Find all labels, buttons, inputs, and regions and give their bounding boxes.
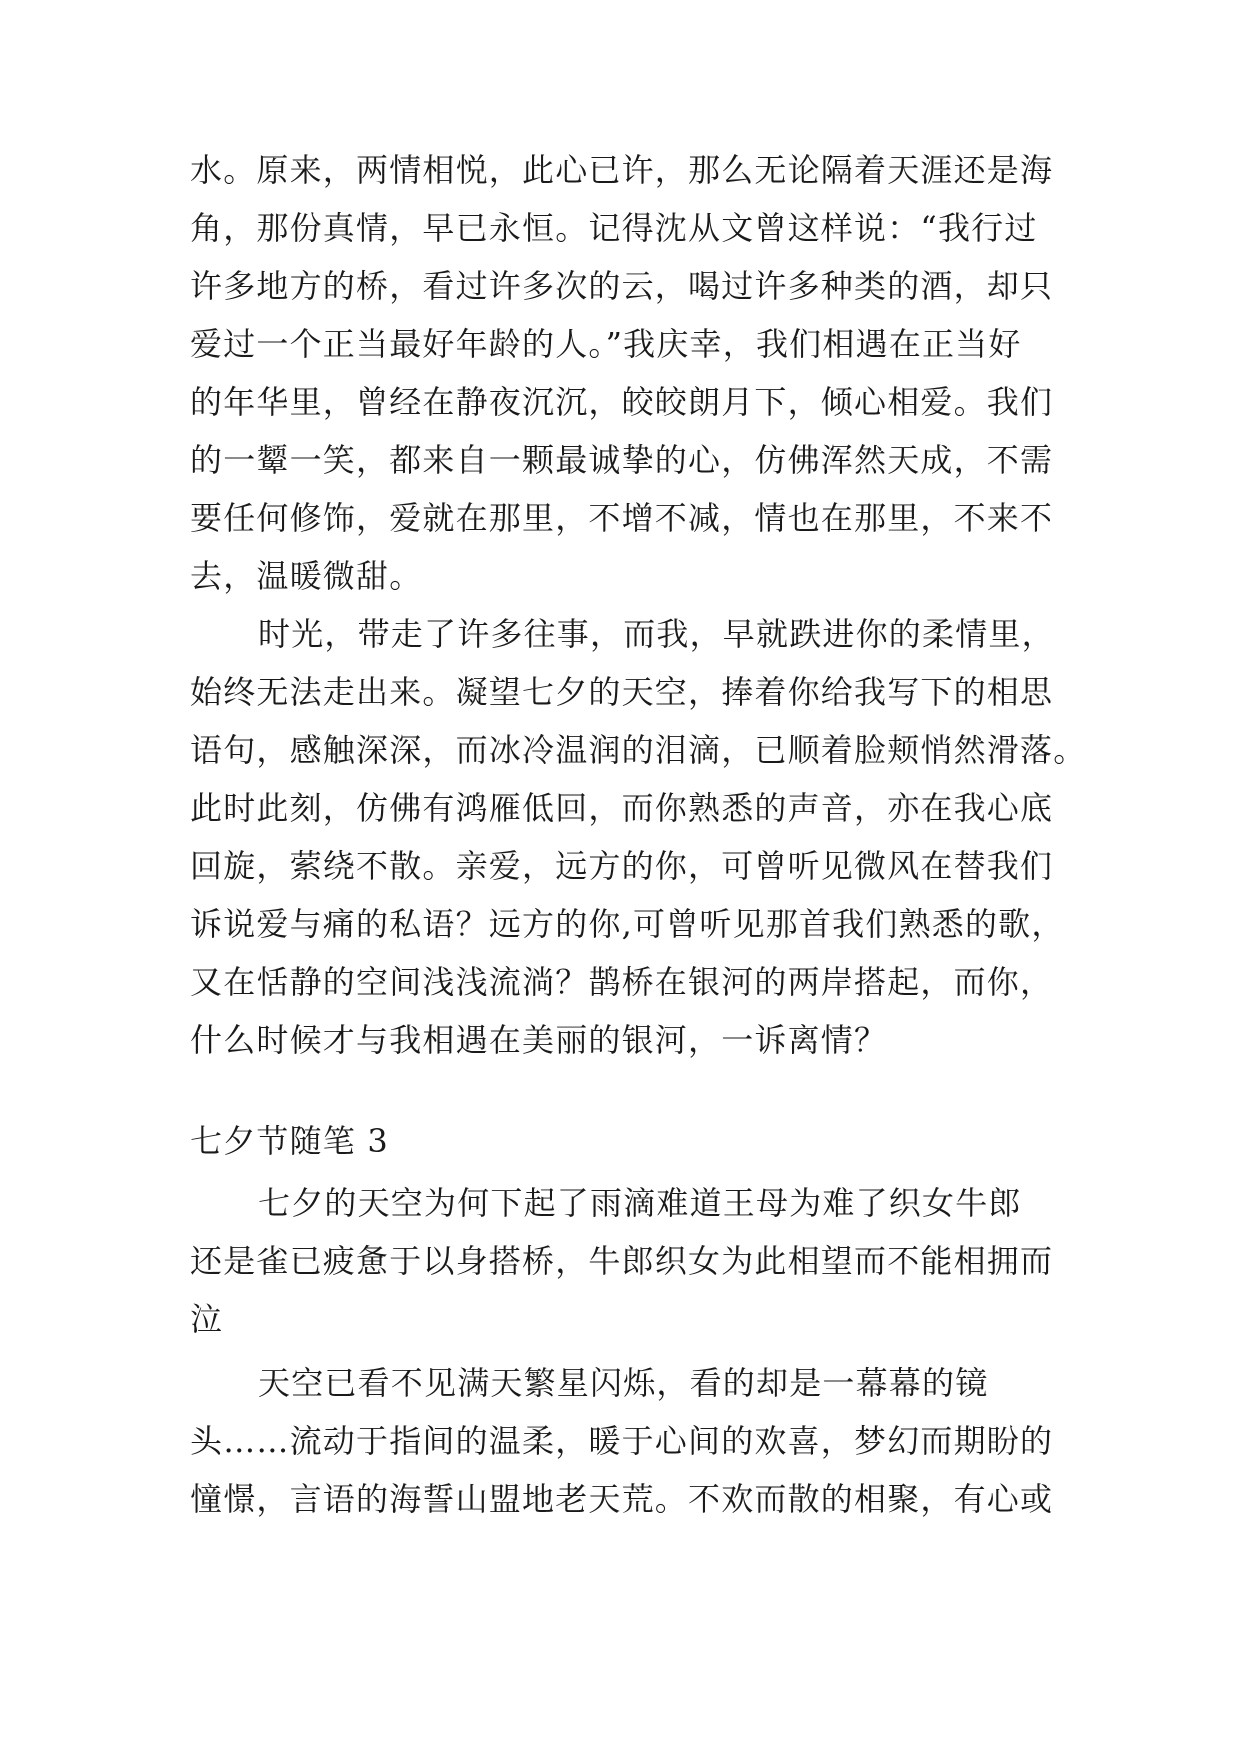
paragraph-first-line: 七夕的天空为何下起了雨滴难道王母为难了织女牛郎 xyxy=(258,1184,1022,1222)
text-line: 许多地方的桥，看过许多次的云，喝过许多种类的酒，却只 xyxy=(190,267,1054,305)
text-line: 泣 xyxy=(190,1300,224,1338)
text-line: 角，那份真情，早已永恒。记得沈从文曾这样说：“我行过 xyxy=(190,209,1038,247)
paragraph-first-line: 天空已看不见满天繁星闪烁，看的却是一幕幕的镜 xyxy=(258,1364,989,1402)
text-line: 诉说爱与痛的私语？远方的你,可曾听见那首我们熟悉的歌， xyxy=(190,905,1065,943)
text-line: 的一颦一笑，都来自一颗最诚挚的心，仿佛浑然天成，不需 xyxy=(190,441,1054,479)
text-line: 憧憬，言语的海誓山盟地老天荒。不欢而散的相聚，有心或 xyxy=(190,1480,1054,1518)
text-line: 回旋，萦绕不散。亲爱，远方的你，可曾听见微风在替我们 xyxy=(190,847,1054,885)
text-line: 又在恬静的空间浅浅流淌？鹊桥在银河的两岸搭起，而你， xyxy=(190,963,1054,1001)
text-line: 水。原来，两情相悦，此心已许，那么无论隔着天涯还是海 xyxy=(190,151,1054,189)
text-line: 什么时候才与我相遇在美丽的银河，一诉离情？ xyxy=(190,1021,888,1059)
text-line: 爱过一个正当最好年龄的人。”我庆幸，我们相遇在正当好 xyxy=(190,325,1022,363)
text-line: 语句，感触深深，而冰冷温润的泪滴，已顺着脸颊悄然滑落。 xyxy=(190,731,1087,769)
text-line: 的年华里，曾经在静夜沉沉，皎皎朗月下，倾心相爱。我们 xyxy=(190,383,1054,421)
text-line: 头……流动于指间的温柔，暖于心间的欢喜，梦幻而期盼的 xyxy=(190,1422,1054,1460)
text-line: 还是雀已疲惫于以身搭桥，牛郎织女为此相望而不能相拥而 xyxy=(190,1242,1054,1280)
section-heading: 七夕节随笔 3 xyxy=(190,1122,389,1160)
text-line: 始终无法走出来。凝望七夕的天空，捧着你给我写下的相思 xyxy=(190,673,1054,711)
text-line: 要任何修饰，爱就在那里，不增不减，情也在那里，不来不 xyxy=(190,499,1054,537)
text-line: 此时此刻，仿佛有鸿雁低回，而你熟悉的声音，亦在我心底 xyxy=(190,789,1054,827)
paragraph-first-line: 时光，带走了许多往事，而我，早就跌进你的柔情里， xyxy=(258,615,1055,653)
text-line: 去，温暖微甜。 xyxy=(190,557,423,595)
